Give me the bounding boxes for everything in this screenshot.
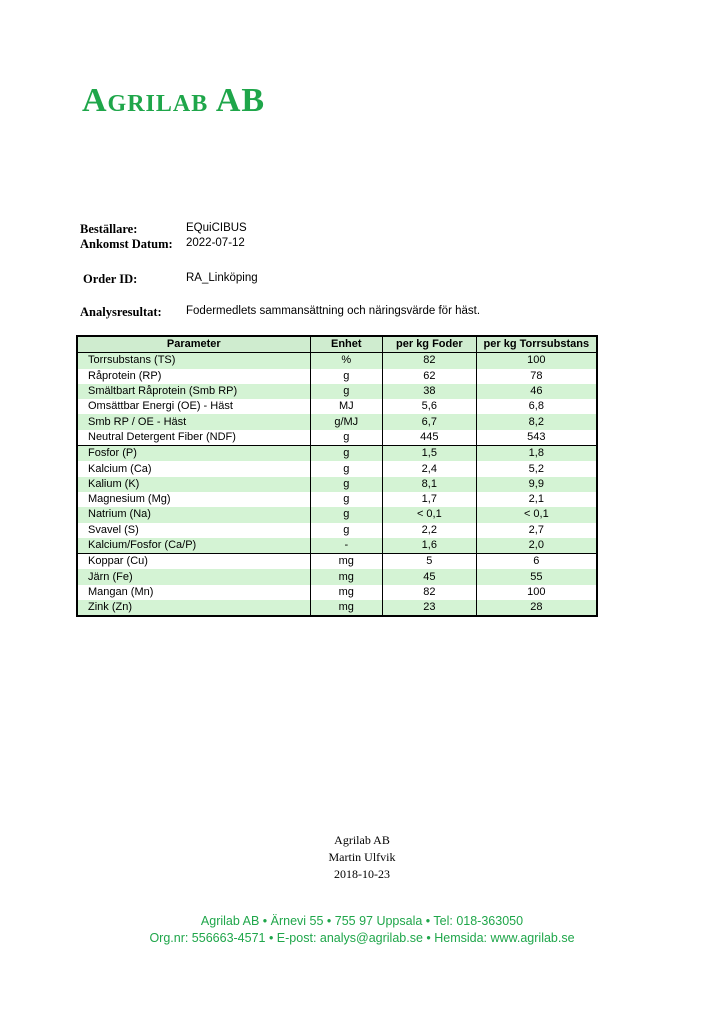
cell-per-kg-foder xyxy=(383,414,477,429)
signature-block xyxy=(0,832,724,883)
table-row xyxy=(77,507,597,522)
cell-unit: mg xyxy=(310,554,382,570)
table-row xyxy=(77,477,597,492)
cell-per-kg-ts-value: 9,9 xyxy=(528,477,544,490)
cell-unit: g xyxy=(310,430,382,446)
cell-per-kg-ts-value: 1,8 xyxy=(528,447,544,460)
signature-date: 2018-10-23 xyxy=(334,867,390,881)
cell-per-kg-foder xyxy=(383,353,477,369)
cell-per-kg-ts-value: 8,2 xyxy=(528,415,544,428)
cell-per-kg-ts xyxy=(476,569,597,584)
cell-parameter: Smb RP / OE - Häst xyxy=(77,414,310,429)
cell-parameter: Kalcium (Ca) xyxy=(77,461,310,476)
cell-parameter: Kalium (K) xyxy=(77,477,310,492)
cell-per-kg-foder-value: 82 xyxy=(423,585,436,598)
table-row xyxy=(77,554,597,570)
footer xyxy=(0,913,724,947)
cell-per-kg-foder xyxy=(383,430,477,446)
cell-per-kg-foder-value: 2,2 xyxy=(421,523,437,536)
cell-per-kg-foder-value: 6,7 xyxy=(421,415,437,428)
cell-unit: g xyxy=(310,461,382,476)
cell-per-kg-ts-value: 100 xyxy=(527,585,546,598)
cell-parameter: Neutral Detergent Fiber (NDF) xyxy=(77,430,310,446)
table-row xyxy=(77,492,597,507)
bestallare-label: Beställare: xyxy=(80,222,138,236)
cell-parameter: Magnesium (Mg) xyxy=(77,492,310,507)
table-row xyxy=(77,461,597,476)
cell-per-kg-ts xyxy=(476,507,597,522)
bestallare-value: EQuiCIBUS xyxy=(186,222,247,234)
cell-per-kg-foder-value: 23 xyxy=(423,601,436,614)
cell-per-kg-foder xyxy=(383,585,477,600)
cell-per-kg-ts-value: 5,2 xyxy=(528,462,544,475)
cell-per-kg-foder xyxy=(383,369,477,384)
cell-parameter: Fosfor (P) xyxy=(77,446,310,462)
cell-per-kg-ts xyxy=(476,477,597,492)
header-enhet: Enhet xyxy=(310,336,382,353)
cell-parameter: Koppar (Cu) xyxy=(77,554,310,570)
table-row xyxy=(77,399,597,414)
analys-value: Fodermedlets sammansättning och näringsvärde för häst. xyxy=(186,305,481,317)
cell-per-kg-foder xyxy=(383,600,477,616)
cell-unit: mg xyxy=(310,585,382,600)
table-header-row xyxy=(77,336,597,353)
cell-per-kg-ts xyxy=(476,353,597,369)
cell-unit: g xyxy=(310,523,382,538)
cell-per-kg-ts-value: 55 xyxy=(530,570,543,583)
cell-per-kg-foder xyxy=(383,477,477,492)
cell-per-kg-foder-value: 62 xyxy=(423,369,436,382)
cell-per-kg-foder-value: 1,5 xyxy=(421,447,437,460)
results-table xyxy=(76,335,598,617)
cell-unit: g xyxy=(310,507,382,522)
cell-unit: g/MJ xyxy=(310,414,382,429)
cell-parameter: Kalcium/Fosfor (Ca/P) xyxy=(77,538,310,554)
cell-unit: - xyxy=(310,538,382,554)
cell-per-kg-ts xyxy=(476,399,597,414)
cell-per-kg-ts-value: 2,1 xyxy=(528,493,544,506)
signature-company: Agrilab AB xyxy=(334,833,390,847)
cell-per-kg-ts xyxy=(476,492,597,507)
table-row xyxy=(77,353,597,369)
cell-parameter: Smältbart Råprotein (Smb RP) xyxy=(77,384,310,399)
cell-per-kg-foder xyxy=(383,554,477,570)
signature-name: Martin Ulfvik xyxy=(328,850,396,864)
cell-per-kg-foder-value: 445 xyxy=(420,430,439,443)
cell-per-kg-ts xyxy=(476,430,597,446)
order-label: Order ID: xyxy=(83,272,138,286)
cell-per-kg-ts-value: 78 xyxy=(530,369,543,382)
table-row xyxy=(77,414,597,429)
cell-unit: g xyxy=(310,446,382,462)
cell-unit: mg xyxy=(310,600,382,616)
cell-per-kg-foder xyxy=(383,523,477,538)
cell-per-kg-ts-value: 28 xyxy=(530,601,543,614)
cell-per-kg-ts-value: 100 xyxy=(527,354,546,367)
cell-per-kg-ts-value: 6 xyxy=(533,555,540,568)
cell-unit: g xyxy=(310,477,382,492)
table-row xyxy=(77,538,597,554)
table-row xyxy=(77,446,597,462)
cell-per-kg-foder-value: 45 xyxy=(423,570,436,583)
cell-per-kg-foder xyxy=(383,492,477,507)
table-row xyxy=(77,523,597,538)
company-logo: Agrilab AB xyxy=(82,82,266,119)
cell-parameter: Natrium (Na) xyxy=(77,507,310,522)
cell-per-kg-foder-value: 38 xyxy=(423,385,436,398)
cell-per-kg-foder-value: 5 xyxy=(426,555,433,568)
table-row xyxy=(77,569,597,584)
cell-parameter: Omsättbar Energi (OE) - Häst xyxy=(77,399,310,414)
cell-per-kg-foder-value: 8,1 xyxy=(421,477,437,490)
cell-per-kg-ts-value: 46 xyxy=(530,385,543,398)
cell-per-kg-ts xyxy=(476,538,597,554)
cell-unit: MJ xyxy=(310,399,382,414)
cell-per-kg-ts-value: 2,0 xyxy=(528,539,544,551)
cell-per-kg-foder-value: 1,7 xyxy=(421,493,437,506)
ankomst-value: 2022-07-12 xyxy=(186,237,245,249)
cell-parameter: Mangan (Mn) xyxy=(77,585,310,600)
cell-per-kg-ts xyxy=(476,384,597,399)
cell-per-kg-ts xyxy=(476,414,597,429)
cell-per-kg-foder xyxy=(383,446,477,462)
cell-per-kg-foder xyxy=(383,507,477,522)
table-row xyxy=(77,600,597,616)
cell-per-kg-ts-value: 543 xyxy=(527,430,546,443)
cell-parameter: Zink (Zn) xyxy=(77,600,310,616)
cell-per-kg-foder xyxy=(383,384,477,399)
cell-parameter: Råprotein (RP) xyxy=(77,369,310,384)
cell-per-kg-foder xyxy=(383,461,477,476)
cell-unit: g xyxy=(310,369,382,384)
cell-per-kg-foder xyxy=(383,538,477,554)
table-row xyxy=(77,585,597,600)
cell-parameter: Järn (Fe) xyxy=(77,569,310,584)
cell-per-kg-ts xyxy=(476,446,597,462)
cell-per-kg-ts-value: < 0,1 xyxy=(523,508,549,521)
cell-per-kg-foder-value: 2,4 xyxy=(421,462,437,475)
cell-per-kg-ts xyxy=(476,369,597,384)
header-parameter: Parameter xyxy=(77,336,310,353)
order-value: RA_Linköping xyxy=(186,272,258,284)
header-per-kg-foder: per kg Foder xyxy=(383,336,477,353)
cell-per-kg-foder-value: 82 xyxy=(423,354,436,367)
cell-per-kg-foder xyxy=(383,569,477,584)
table-row xyxy=(77,369,597,384)
cell-per-kg-ts xyxy=(476,554,597,570)
header-per-kg-ts: per kg Torrsubstans xyxy=(476,336,597,353)
table-row xyxy=(77,384,597,399)
cell-per-kg-foder xyxy=(383,399,477,414)
cell-unit: mg xyxy=(310,569,382,584)
ankomst-label: Ankomst Datum: xyxy=(80,237,173,251)
cell-unit: g xyxy=(310,384,382,399)
cell-per-kg-ts xyxy=(476,461,597,476)
cell-per-kg-foder-value: 5,6 xyxy=(421,400,437,413)
analys-label: Analysresultat: xyxy=(80,305,162,319)
cell-unit: g xyxy=(310,492,382,507)
table-row xyxy=(77,430,597,446)
cell-per-kg-foder-value: < 0,1 xyxy=(416,508,442,521)
cell-per-kg-foder-value: 1,6 xyxy=(421,539,437,551)
cell-per-kg-ts xyxy=(476,600,597,616)
cell-parameter: Svavel (S) xyxy=(77,523,310,538)
footer-line-1: Agrilab AB • Ärnevi 55 • 755 97 Uppsala • Tel: 018-363050 xyxy=(200,914,524,928)
cell-per-kg-ts xyxy=(476,585,597,600)
footer-line-2: Org.nr: 556663-4571 • E-post: analys@agrilab.se • Hemsida: www.agrilab.se xyxy=(149,931,575,945)
cell-per-kg-ts-value: 6,8 xyxy=(528,400,544,413)
cell-unit: % xyxy=(310,353,382,369)
cell-parameter: Torrsubstans (TS) xyxy=(77,353,310,369)
cell-per-kg-ts-value: 2,7 xyxy=(528,523,544,536)
cell-per-kg-ts xyxy=(476,523,597,538)
